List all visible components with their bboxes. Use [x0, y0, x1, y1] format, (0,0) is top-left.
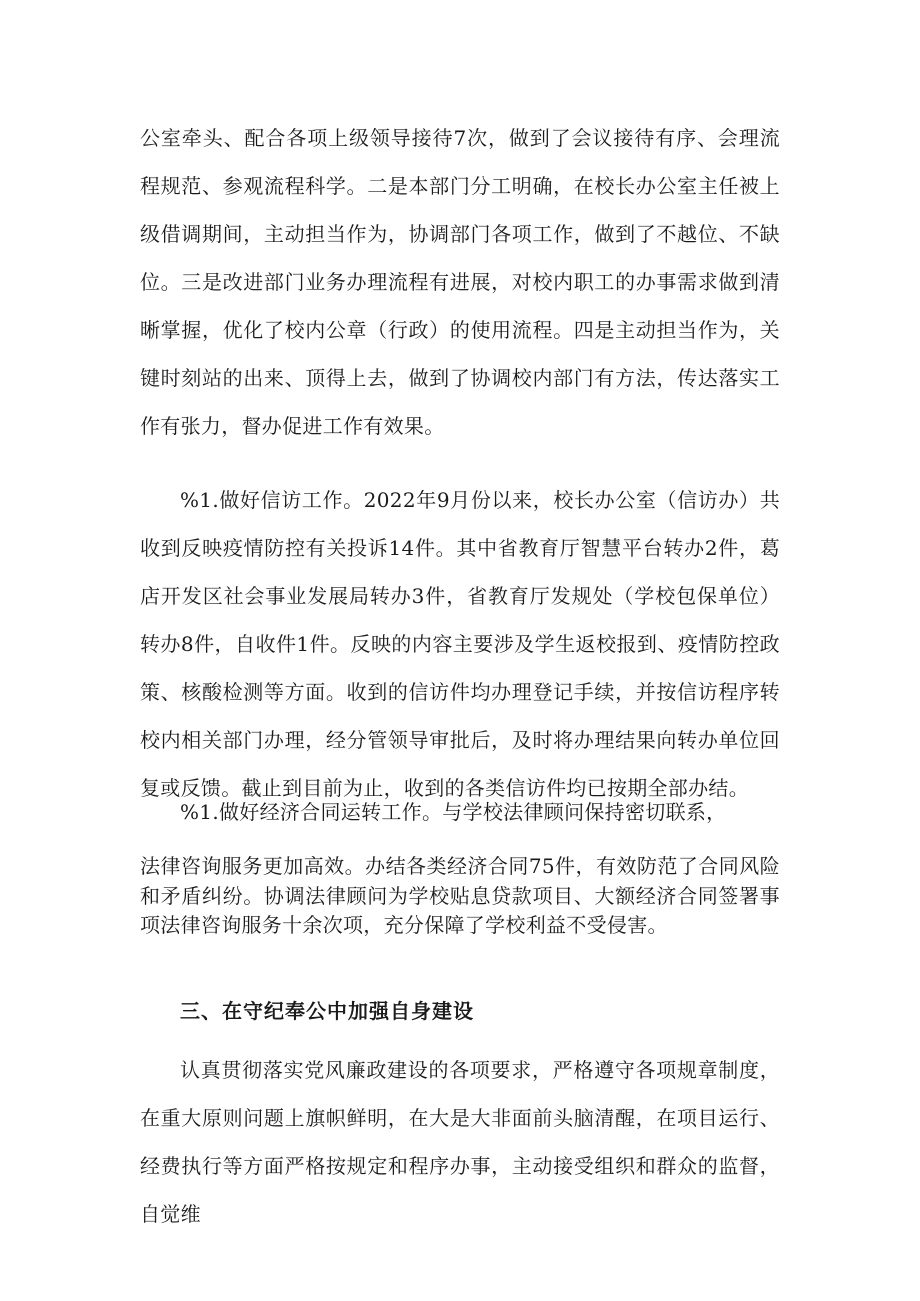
paragraph-contract-detail: 法律咨询服务更加高效。办结各类经济合同75件，有效防范了合同风险和矛盾纠纷。协调法律顾问为学校贴息贷款项目、大额经济合同签署事项法律咨询服务十余次项，充分保障了学校利益不受侵害。 — [140, 854, 780, 937]
paragraph-self-discipline: 认真贯彻落实党风廉政建设的各项要求，严格遵守各项规章制度，在重大原则问题上旗帜鲜明，在大是大非面前头脑清醒，在项目运行、经费执行等方面严格按规定和程序办事，主动接受组织和群众的监督，自觉维 — [140, 1058, 780, 1226]
paragraph-office-work: 公室牵头、配合各项上级领导接待7次，做到了会议接待有序、会理流程规范、参观流程科学。二是本部门分工明确，在校长办公室主任被上级借调期间，主动担当作为，协调部门各项工作，做到了不越位、不缺位。三是改进部门业务办理流程有进展，对校内职工的办事需求做到清晰掌握，优化了校内公章（行政）的使用流程。四是主动担当作为，关键时刻站的出来、顶得上去，做到了协调校内部门有方法，传达落实工作有张力，督办促进工作有效果。 — [140, 126, 780, 438]
paragraph-petition-work: %1.做好信访工作。2022年9月份以来，校长办公室（信访办）共收到反映疫情防控有关投诉14件。其中省教育厅智慧平台转办2件，葛店开发区社会事业发展局转办3件，省教育厅发规处（学校包保单位）转办8件，自收件1件。反映的内容主要涉及学生返校报到、疫情防控政策、核酸检测等方面。收到的信访件均办理登记手续，并按信访程序转校内相关部门办理，经分管领导审批后，及时将办理结果向转办单位回复或反馈。截止到目前为止，收到的各类信访件均已按期全部办结。 — [140, 488, 780, 800]
paragraph-contract-intro: %1.做好经济合同运转工作。与学校法律顾问保持密切联系， — [180, 800, 727, 824]
section-heading: 三、在守纪奉公中加强自身建设 — [180, 999, 474, 1023]
